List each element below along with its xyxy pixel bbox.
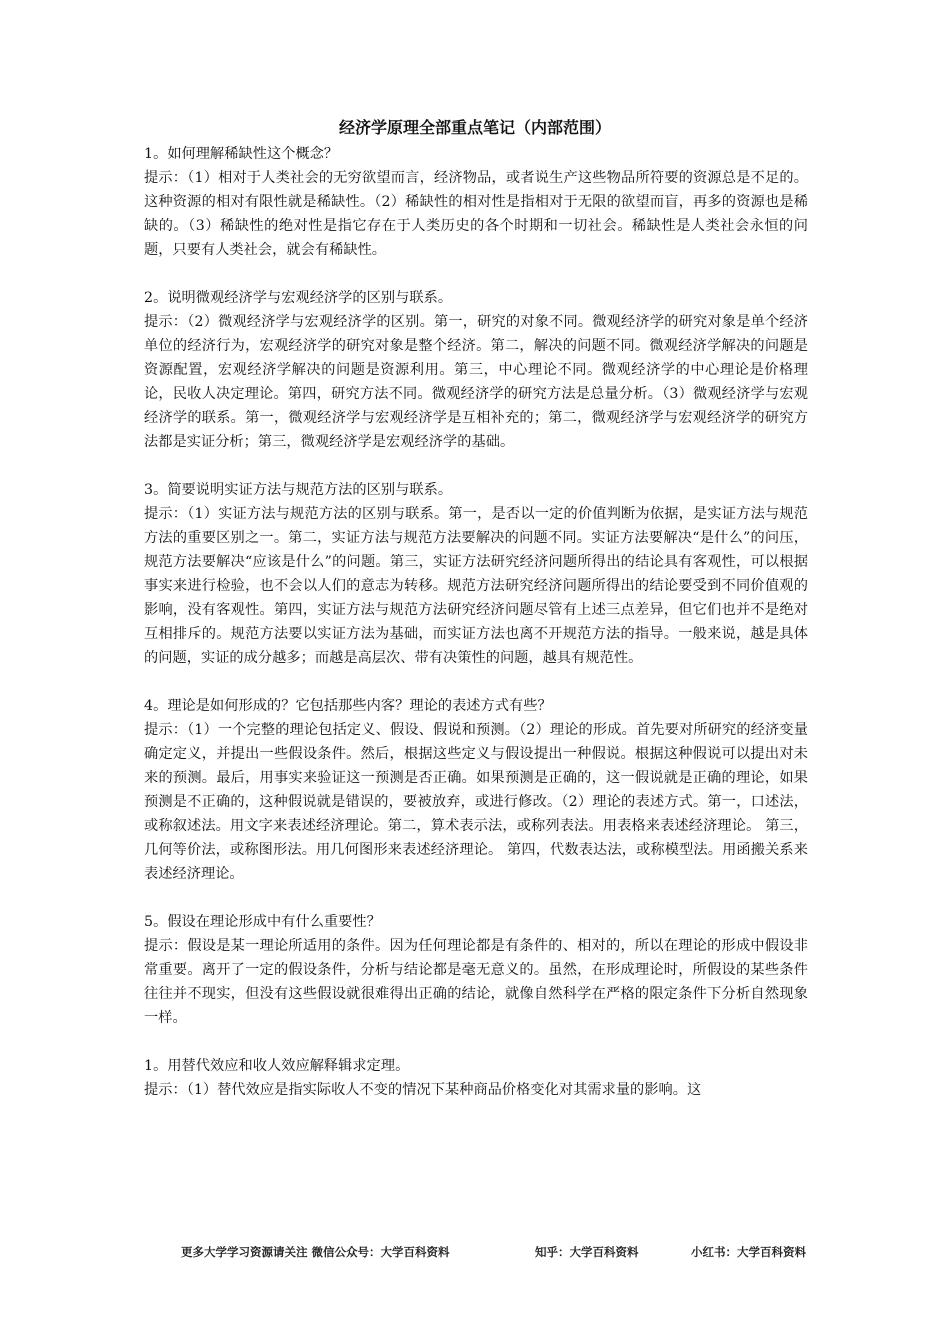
answer-text: 提示：（1）一个完整的理论包括定义、假设、假说和预测。（2）理论的形成。首先要对所研究的经济变量确定定义，并提出一些假设条件。然后，根据这些定义与假设提出一种假说。根据这种假说可以提出对未来的预测。最后，用事实来验证这一预测是否正确。如果预测是正确的，这一假说就是正确的理论，如果预测是不正确的，这种假说就是错误的，要被放弃，或进行修改。（2）理论的表述方式。第一，口述法，或称叙述法。用文字来表述经济理论。第二，算术表示法，或称列表法。用表格来表述经济理论。 第三，几何等价法，或称图形法。用几何图形来表述经济理论。 第四，代数表达法，或称模型法。用函搬关系来表述经济理论。 bbox=[144, 722, 808, 882]
section-4 bbox=[144, 694, 808, 886]
answer-text: 提示：（2）微观经济学与宏观经济学的区别。第一，研究的对象不同。微观经济学的研究对象是单个经济单位的经济行为，宏观经济学的研究对象是整个经济。第二，解决的问题不同。微观经济学解决的问题是资源配置，宏观经济学解决的问题是资源利用。第三，中心理论不同。微观经济学的中心理论是价格理论，民收人决定理论。第四，研究方法不同。微观经济学的研究方法是总量分析。（3）微观经济学与宏观经济学的联系。第一，微观经济学与宏观经济学是互相补充的；第二，微观经济学与宏观经济学的研究方法都是实证分析；第三，微观经济学是宏观经济学的基础。 bbox=[144, 314, 808, 450]
paragraph-gap bbox=[144, 670, 808, 694]
question-text: 3。简要说明实证方法与规范方法的区别与联系。 bbox=[144, 482, 453, 498]
document-title: 经济学原理全部重点笔记（内部范围） bbox=[338, 118, 611, 137]
answer-text: 提示：假设是某一理论所适用的条件。因为任何理论都是有条件的、相对的，所以在理论的形成中假设非常重要。离开了一定的假设条件，分析与结论都是毫无意义的。虽然，在形成理论时，所假设的某些条件往往并不现实，但没有这些假设就很难得出正确的结论，就像自然科学在严格的限定条件下分析自然现象一样。 bbox=[144, 938, 808, 1026]
answer-text: 提示：（1）相对于人类社会的无穷欲望而言，经济物品，或者说生产这些物品所符要的资源总是不足的。这种资源的相对有限性就是稀缺性。（2）稀缺性的相对性是指相对于无限的欲望而盲，再多的资源也是稀缺的。（3）稀缺性的绝对性是指它存在于人类历史的各个时期和一切社会。稀缺性是人类社会永恒的问题，只要有人类社会，就会有稀缺性。 bbox=[144, 170, 808, 258]
question-text: 1。用替代效应和收人效应解释辑求定理。 bbox=[144, 1058, 410, 1074]
document-body bbox=[144, 142, 808, 1102]
paragraph-gap bbox=[144, 454, 808, 478]
answer-text: 提示：（1）替代效应是指实际收人不变的情况下某种商品价格变化对其需求量的影响。这 bbox=[144, 1082, 702, 1098]
question-text: 5。假设在理论形成中有什么重要性？ bbox=[144, 914, 381, 930]
footer-zhihu-text: 知乎：大学百科资料 bbox=[535, 1245, 639, 1259]
section-6 bbox=[144, 1054, 808, 1102]
paragraph-gap bbox=[144, 262, 808, 286]
paragraph-gap bbox=[144, 1030, 808, 1054]
footer-wechat-text: 更多大学学习资源请关注 微信公众号：大学百科资料 bbox=[181, 1245, 450, 1259]
footer-xiaohongshu-text: 小红书：大学百科资料 bbox=[691, 1245, 806, 1259]
section-5 bbox=[144, 910, 808, 1030]
question-text: 2。说明微观经济学与宏观经济学的区别与联系。 bbox=[144, 290, 453, 306]
answer-text: 提示：（1）实证方法与规范方法的区别与联系。第一，是否以一定的价值判断为依据，是实证方法与规范方法的重要区别之一。第二，实证方法与规范方法要解决的问题不同。实证方法要解决“是什么”的问压，规范方法要解决“应该是什么”的问题。第三，实证方法研究经济问题所得出的结论具有客观性，可以根据事实来进行检验，也不会以人们的意志为转移。规范方法研究经济问题所得出的结论要受到不同价值观的影响，没有客观性。第四，实证方法与规范方法研究经济问题尽管有上述三点差异，但它们也并不是绝对互相排斥的。规范方法要以实证方法为基础，而实证方法也离不开规范方法的指导。一般来说，越是具体的问题，实证的成分越多；而越是高层次、带有决策性的问题，越具有规范性。 bbox=[144, 506, 808, 666]
section-2 bbox=[144, 286, 808, 454]
question-text: 1。如何理解稀缺性这个概念？ bbox=[144, 146, 339, 162]
question-text: 4。理论是如何形成的？它包括那些内客？理论的表述方式有些？ bbox=[144, 698, 552, 714]
paragraph-gap bbox=[144, 886, 808, 910]
section-3 bbox=[144, 478, 808, 670]
section-1 bbox=[144, 142, 808, 262]
